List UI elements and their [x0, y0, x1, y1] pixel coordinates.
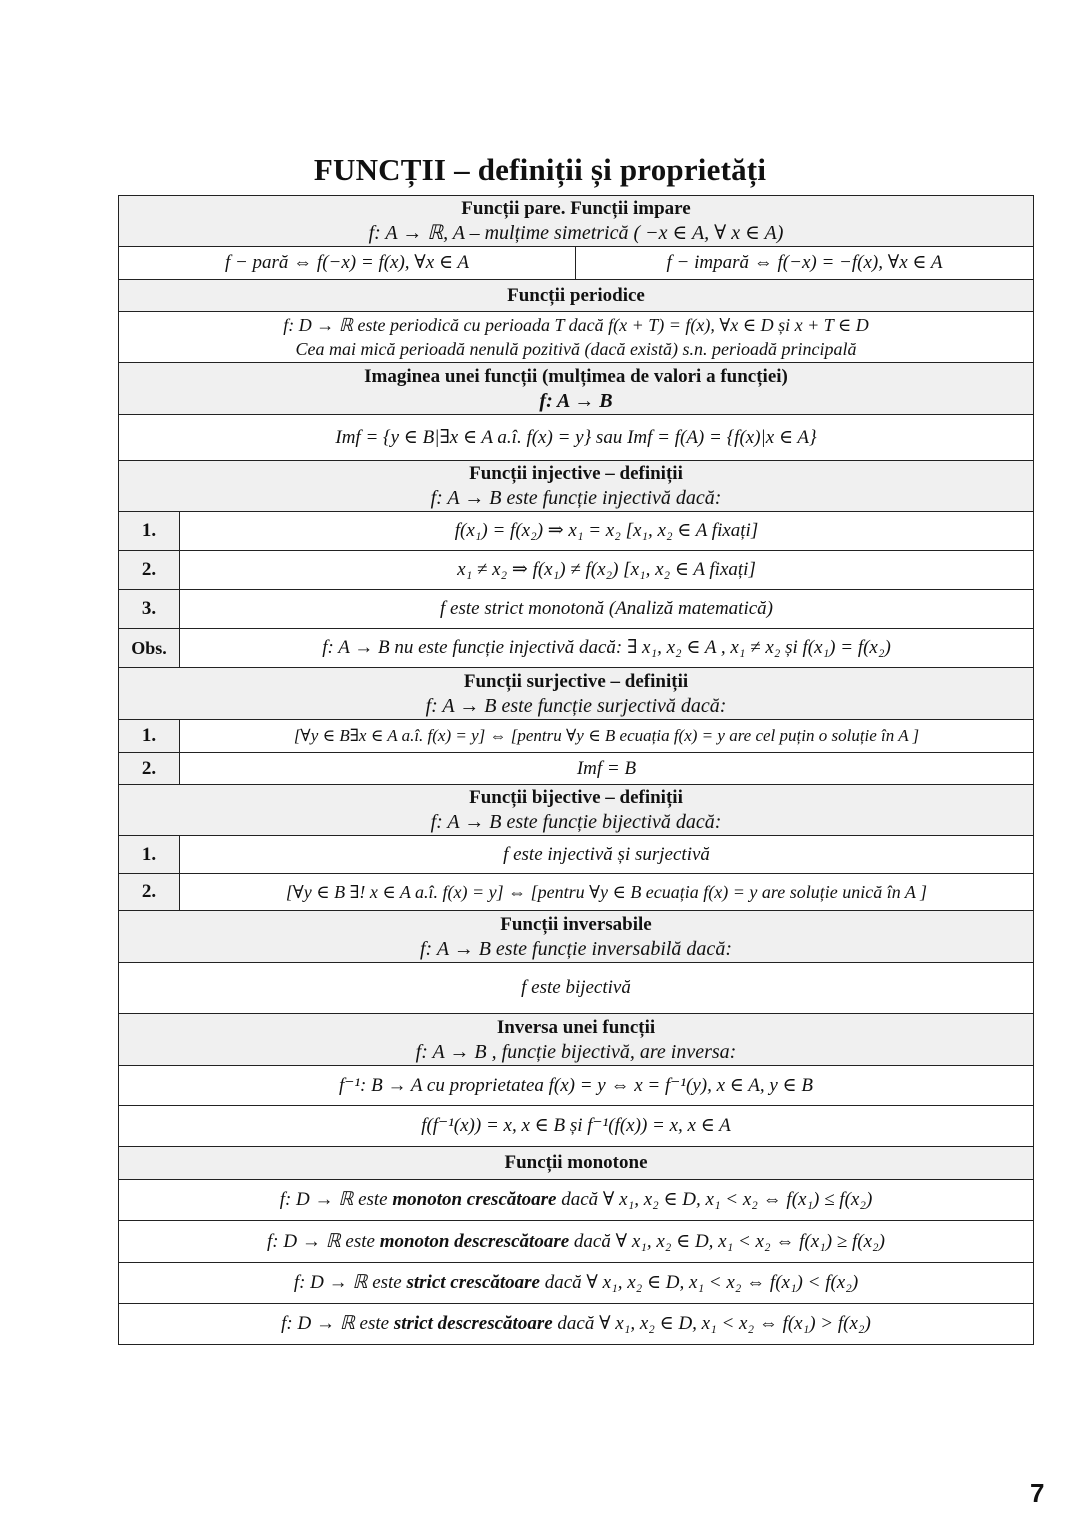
periodice-body — [119, 312, 1034, 363]
section-header-imagine — [119, 363, 1034, 415]
section-header-pare-impare — [119, 196, 1034, 247]
section-header-surjective — [119, 668, 1034, 720]
inversa-line-1: f⁻¹: B → A cu proprietatea f(x) = y ⇔ x = f⁻¹(y), x ∈ A, y ∈ B — [119, 1066, 1034, 1106]
section-header-inversa — [119, 1014, 1034, 1066]
inversa-line-2: f(f⁻¹(x)) = x, x ∈ B și f⁻¹(f(x)) = x, x ∈ A — [119, 1106, 1034, 1147]
row-number: 1. — [119, 512, 180, 551]
section-title: Funcții monotone — [504, 1152, 648, 1173]
section-header-monotone — [119, 1147, 1034, 1180]
page-number: 7 — [1030, 1478, 1045, 1508]
monotone-def-1 — [119, 1180, 1034, 1221]
injective-def-2: x₁ ≠ x₂ ⇒ f(x₁) ≠ f(x₂) [x₁, x₂ ∈ A fixați] — [180, 551, 1034, 590]
def-term: monoton descrescătoare — [379, 1230, 570, 1252]
row-number: 2. — [119, 753, 180, 785]
section-title: Funcții surjective – definiții — [463, 670, 689, 692]
section-header-inversabile — [119, 911, 1034, 963]
injective-def-1: f(x₁) = f(x₂) ⇒ x₁ = x₂ [x₁, x₂ ∈ A fixați] — [180, 512, 1034, 551]
def-term: strict crescătoare — [406, 1272, 540, 1293]
imagine-formula: Imf = {y ∈ B|∃x ∈ A a.î. f(x) = y} sau Imf = f(A) = {f(x)|x ∈ A} — [119, 415, 1034, 461]
def-suffix: dacă ∀ x₁, x₂ ∈ D, x₁ < x₂ ⇔ f(x₁) ≥ f(x₂) — [569, 1230, 885, 1252]
row-number: 1. — [119, 836, 180, 874]
section-title: Funcții bijective – definiții — [469, 787, 683, 808]
functions-table — [118, 195, 1034, 1345]
def-prefix: f: D → ℝ este — [267, 1230, 380, 1252]
section-title: Funcții periodice — [507, 284, 645, 306]
def-prefix: f: D → ℝ este — [279, 1189, 393, 1210]
row-number: 1. — [119, 720, 180, 753]
section-header-periodice — [119, 280, 1034, 312]
monotone-def-3 — [119, 1263, 1034, 1304]
inversabile-body: f este bijectivă — [119, 963, 1034, 1014]
row-number: 3. — [119, 590, 180, 629]
injective-observation: f: A → B nu este funcție injectivă dacă: ∃ x₁, x₂ ∈ A , x₁ ≠ x₂ și f(x₁) = f(x₂) — [180, 629, 1034, 668]
def-suffix: dacă ∀ x₁, x₂ ∈ D, x₁ < x₂ ⇔ f(x₁) > f(x₂) — [552, 1313, 871, 1334]
row-number: Obs. — [119, 629, 180, 668]
section-subtitle: f: A → B este funcție surjectivă dacă: — [425, 694, 727, 717]
definition-impara: f − impară ⇔ f(−x) = −f(x), ∀x ∈ A — [576, 247, 1034, 280]
section-subtitle: f: A → B — [539, 389, 613, 412]
section-title: Funcții inversabile — [500, 913, 652, 935]
bijective-def-1: f este injectivă și surjectivă — [180, 836, 1034, 874]
row-number: 2. — [119, 551, 180, 590]
row-number: 2. — [119, 874, 180, 911]
surjective-def-1: [∀y ∈ B∃x ∈ A a.î. f(x) = y] ⇔ [pentru ∀y ∈ B ecuația f(x) = y are cel puțin o soluție în A ] — [180, 720, 1034, 753]
section-header-bijective — [119, 785, 1034, 836]
def-suffix: dacă ∀ x₁, x₂ ∈ D, x₁ < x₂ ⇔ f(x₁) ≤ f(x₂) — [556, 1189, 873, 1210]
section-subtitle: f: A → B este funcție inversabilă dacă: — [420, 937, 732, 960]
section-header-injective — [119, 461, 1034, 512]
periodice-line-1: f: D → ℝ este periodică cu perioada T dacă f(x + T) = f(x), ∀x ∈ D și x + T ∈ D — [283, 315, 869, 335]
def-prefix: f: D → ℝ este — [293, 1272, 407, 1293]
section-title: Inversa unei funcții — [496, 1016, 656, 1038]
def-suffix: dacă ∀ x₁, x₂ ∈ D, x₁ < x₂ ⇔ f(x₁) < f(x₂) — [540, 1272, 859, 1293]
section-subtitle: f: A → B este funcție injectivă dacă: — [430, 487, 722, 509]
page-title: FUNCȚII – definiții și proprietăți — [313, 152, 767, 187]
injective-def-3: f este strict monotonă (Analiză matematică) — [180, 590, 1034, 629]
section-title: Imaginea unei funcții (mulțimea de valori a funcției) — [364, 365, 788, 387]
monotone-def-4 — [119, 1304, 1034, 1345]
def-term: strict descrescătoare — [393, 1313, 553, 1334]
periodice-line-2: Cea mai mică perioadă nenulă pozitivă (dacă există) s.n. perioadă principală — [295, 339, 857, 359]
monotone-def-2 — [119, 1221, 1034, 1263]
surjective-def-2: Imf = B — [180, 753, 1034, 785]
section-subtitle: f: A → B , funcție bijectivă, are inversa: — [415, 1040, 737, 1063]
def-prefix: f: D → ℝ este — [281, 1313, 394, 1334]
section-title: Funcții injective – definiții — [469, 463, 683, 484]
definition-para: f − pară ⇔ f(−x) = f(x), ∀x ∈ A — [119, 247, 576, 280]
section-subtitle: f: A → B este funcție bijectivă dacă: — [430, 811, 722, 833]
def-term: monoton crescătoare — [392, 1189, 557, 1210]
bijective-def-2: [∀y ∈ B ∃! x ∈ A a.î. f(x) = y] ⇔ [pentru ∀y ∈ B ecuația f(x) = y are soluție unică în A ] — [180, 874, 1034, 911]
section-title: Funcții pare. Funcții impare — [461, 198, 691, 219]
section-subtitle: f: A → ℝ, A – mulțime simetrică ( −x ∈ A, ∀ x ∈ A) — [368, 222, 784, 244]
